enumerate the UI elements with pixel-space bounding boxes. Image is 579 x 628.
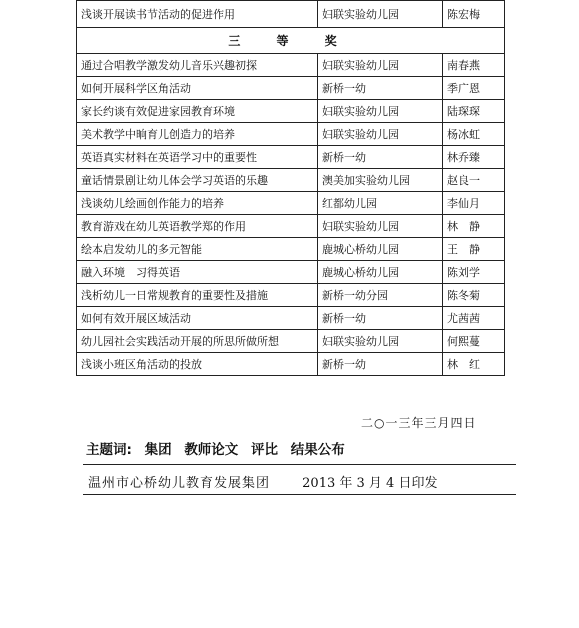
subject-word: 集团	[144, 442, 172, 458]
unit-name: 妇联实验幼儿园	[318, 100, 443, 123]
author-name: 季广恩	[443, 77, 505, 100]
subject-word: 结果公布	[290, 442, 345, 458]
author-name: 陈冬菊	[443, 284, 505, 307]
unit-name: 妇联实验幼儿园	[318, 123, 443, 146]
unit-name: 新桥一幼	[318, 77, 443, 100]
section-header-row	[77, 28, 505, 54]
table-row	[77, 215, 505, 238]
table-row	[77, 284, 505, 307]
subject-word: 评比	[251, 442, 279, 458]
unit-name: 澳美加实验幼儿园	[318, 169, 443, 192]
table-row	[77, 330, 505, 353]
author-name: 尤茜茜	[443, 307, 505, 330]
author-name: 林 红	[443, 353, 505, 376]
paper-title: 家长约谈有效促进家园教育环境	[77, 100, 318, 123]
subject-keywords	[86, 438, 353, 458]
divider-line	[83, 494, 516, 495]
unit-name: 新桥一幼分园	[318, 284, 443, 307]
subject-word: 教师论文	[184, 442, 239, 458]
awards-table	[76, 0, 505, 376]
unit-name: 妇联实验幼儿园	[318, 215, 443, 238]
table-row	[77, 307, 505, 330]
paper-title: 教育游戏在幼儿英语教学郑的作用	[77, 215, 318, 238]
author-name: 杨冰虹	[443, 123, 505, 146]
unit-name: 鹿城心桥幼儿园	[318, 261, 443, 284]
table-row	[77, 54, 505, 77]
author-name: 王 静	[443, 238, 505, 261]
issue-date: 二○一三年三月四日	[361, 416, 477, 430]
table-row	[77, 169, 505, 192]
author-name: 陆琛琛	[443, 100, 505, 123]
author-name: 陈刘学	[443, 261, 505, 284]
unit-name: 新桥一幼	[318, 353, 443, 376]
imprint-line	[88, 472, 437, 491]
print-date: 2013 年 3 月 4 日印发	[302, 476, 438, 491]
author-name: 南春燕	[443, 54, 505, 77]
issuing-organization: 温州市心桥幼儿教育发展集团	[88, 476, 271, 491]
paper-title: 美术教学中晌育儿创造力的培养	[77, 123, 318, 146]
unit-name: 新桥一幼	[318, 307, 443, 330]
divider-line	[83, 464, 516, 465]
table-row	[77, 261, 505, 284]
table-row	[77, 146, 505, 169]
author-name: 陈宏梅	[443, 1, 505, 28]
section-title: 三 等 奖	[77, 28, 505, 54]
paper-title: 英语真实材料在英语学习中的重要性	[77, 146, 318, 169]
paper-title: 浅析幼儿一日常规教育的重要性及措施	[77, 284, 318, 307]
paper-title: 幼儿园社会实践活动开展的所思所做所想	[77, 330, 318, 353]
table-row	[77, 353, 505, 376]
author-name: 何熙蔓	[443, 330, 505, 353]
table-row	[77, 100, 505, 123]
unit-name: 鹿城心桥幼儿园	[318, 238, 443, 261]
table-row	[77, 238, 505, 261]
paper-title: 通过合唱教学激发幼儿音乐兴趣初探	[77, 54, 318, 77]
paper-title: 浅谈幼儿绘画创作能力的培养	[77, 192, 318, 215]
author-name: 赵良一	[443, 169, 505, 192]
unit-name: 妇联实验幼儿园	[318, 1, 443, 28]
table-row	[77, 1, 505, 28]
paper-title: 如何开展科学区角活动	[77, 77, 318, 100]
paper-title: 融入环境 习得英语	[77, 261, 318, 284]
paper-title: 绘本启发幼儿的多元智能	[77, 238, 318, 261]
table-row	[77, 77, 505, 100]
paper-title: 浅谈开展读书节活动的促进作用	[77, 1, 318, 28]
paper-title: 童话情景剧让幼儿体会学习英语的乐趣	[77, 169, 318, 192]
author-name: 林乔臻	[443, 146, 505, 169]
unit-name: 妇联实验幼儿园	[318, 330, 443, 353]
table-row	[77, 123, 505, 146]
unit-name: 妇联实验幼儿园	[318, 54, 443, 77]
table-row	[77, 192, 505, 215]
subject-label: 主题词:	[86, 442, 132, 458]
paper-title: 如何有效开展区域活动	[77, 307, 318, 330]
unit-name: 红都幼儿园	[318, 192, 443, 215]
author-name: 林 静	[443, 215, 505, 238]
author-name: 李仙月	[443, 192, 505, 215]
unit-name: 新桥一幼	[318, 146, 443, 169]
paper-title: 浅谈小班区角活动的投放	[77, 353, 318, 376]
